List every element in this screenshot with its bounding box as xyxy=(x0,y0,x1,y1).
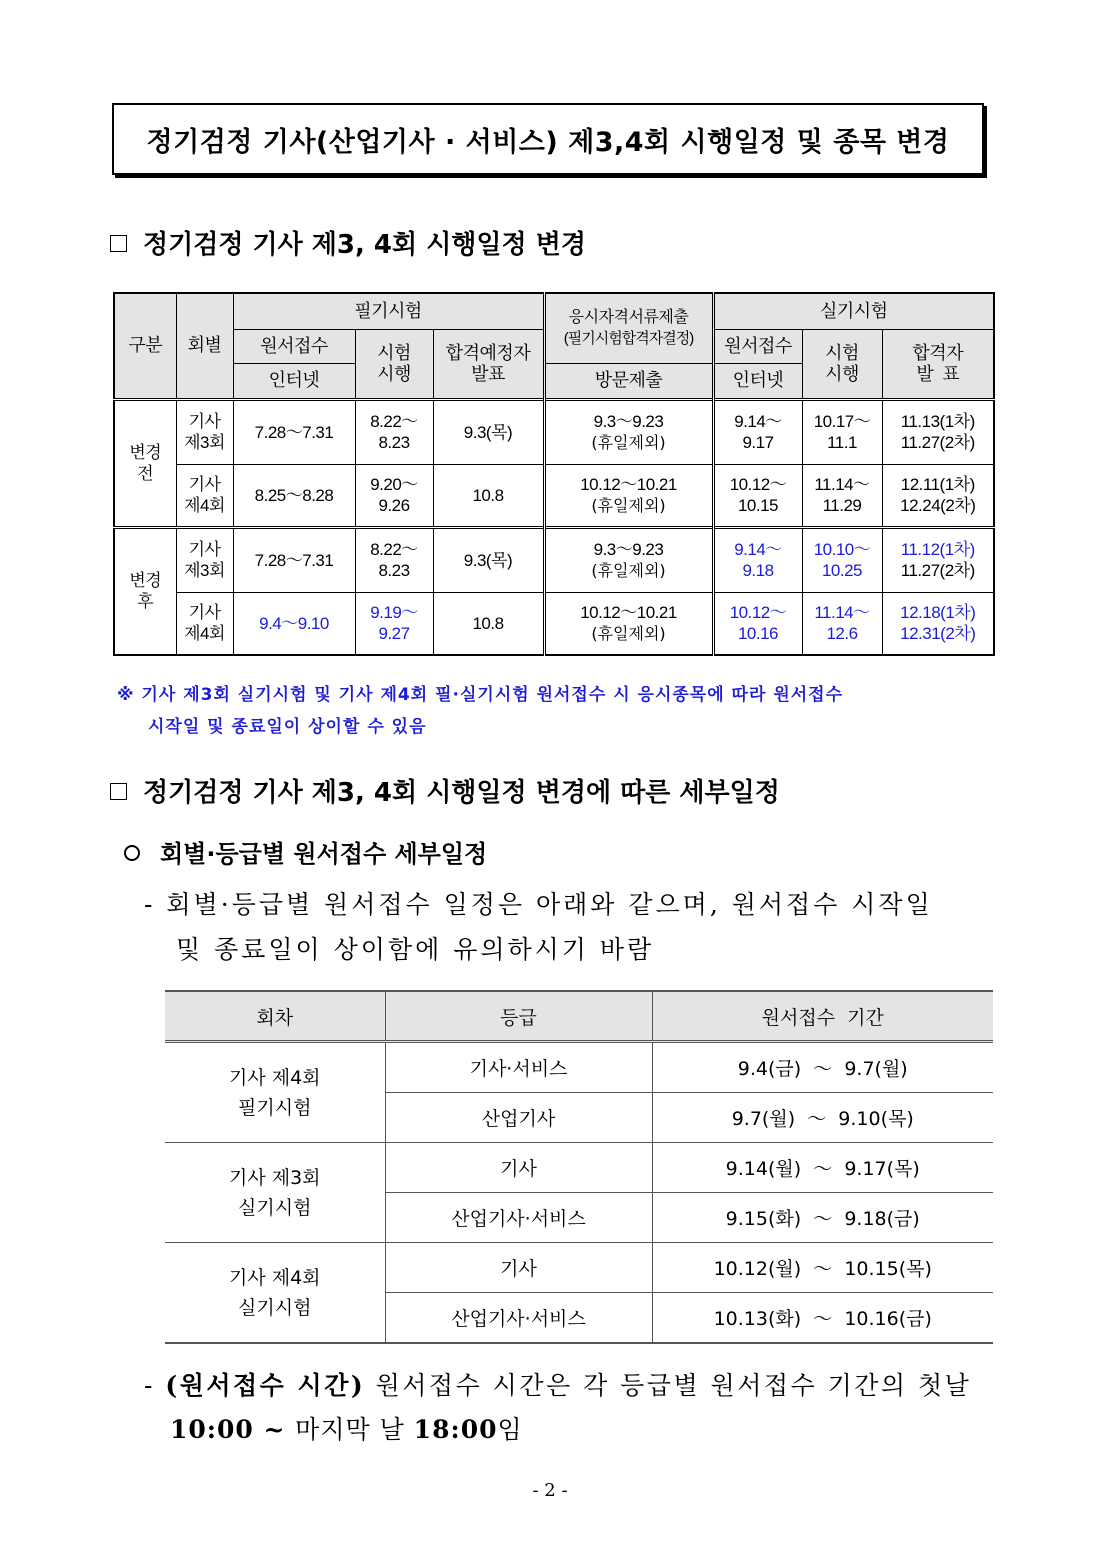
round-line2: 제4회 xyxy=(184,624,225,644)
prac-pass-line2: 12.24(2차) xyxy=(900,496,976,515)
detail-period-cell: 9.7(월) ～ 9.10(목) xyxy=(652,1093,993,1143)
detail-header-row xyxy=(165,991,993,1042)
detail-header-period: 원서접수 기간 xyxy=(652,991,993,1042)
round-line2: 제3회 xyxy=(184,433,225,452)
header-expected-pass-line1: 합격예정자 xyxy=(445,342,531,363)
schedule-table xyxy=(113,292,995,656)
prac-pass-cell xyxy=(882,399,994,464)
docs-line1: 10.12～10.21 xyxy=(580,603,677,623)
prac-exam-line2: 12.6 xyxy=(826,624,858,644)
written-pass-cell: 9.3(목) xyxy=(433,527,544,592)
header-docs-line1: 응시자격서류제출 xyxy=(568,309,689,327)
title-box xyxy=(112,103,984,175)
prac-pass-line2: 11.27(2차) xyxy=(900,561,975,580)
prac-exam-cell xyxy=(802,399,882,464)
written-exam-cell xyxy=(355,399,433,464)
detail-grade-cell: 산업기사 xyxy=(385,1093,652,1143)
para2-rest: 원서접수 시간은 각 등급별 원서접수 기간의 첫날 xyxy=(365,1371,972,1400)
prac-app-cell xyxy=(713,592,802,655)
para1-line2: 및 종료일이 상이함에 유의하시기 바람 xyxy=(176,935,655,964)
docs-line2: (휴일제외) xyxy=(591,624,666,644)
header-internet2: 인터넷 xyxy=(713,363,802,399)
docs-line2: (휴일제외) xyxy=(591,561,666,580)
written-exam-cell xyxy=(355,592,433,655)
prac-exam-cell xyxy=(802,527,882,592)
detail-header-round: 회차 xyxy=(165,991,385,1042)
written-exam-cell xyxy=(355,527,433,592)
written-exam-line2: 9.27 xyxy=(378,624,410,644)
prac-pass-cell xyxy=(882,464,994,527)
para2-dash: - xyxy=(144,1371,166,1400)
detail-round-line1: 기사 제3회 xyxy=(228,1166,321,1189)
para2-line2 xyxy=(170,1410,523,1446)
written-exam-line1: 8.22～ xyxy=(370,540,418,559)
header-expected-pass xyxy=(433,329,544,399)
round-line2: 제4회 xyxy=(184,496,225,515)
detail-round-line1: 기사 제4회 xyxy=(228,1266,321,1289)
group-label-before xyxy=(114,399,176,527)
header-round: 회별 xyxy=(176,293,233,399)
prac-pass-line1: 12.18(1차) xyxy=(900,603,976,623)
round-line1: 기사 xyxy=(188,540,221,559)
page-title: 정기검정 기사(산업기사 · 서비스) 제3,4회 시행일정 및 종목 변경 xyxy=(146,126,950,158)
group-label-line2: 전 xyxy=(137,464,154,483)
detail-round-line2: 실기시험 xyxy=(238,1296,312,1319)
round-cell xyxy=(176,399,233,464)
detail-grade-cell: 산업기사·서비스 xyxy=(385,1293,652,1344)
header-visit: 방문제출 xyxy=(544,363,713,399)
written-app-cell: 8.25～8.28 xyxy=(233,464,355,527)
checkbox-icon xyxy=(110,235,127,252)
header-practical-exam-line2: 시행 xyxy=(825,363,859,384)
prac-app-line2: 10.15 xyxy=(737,496,779,515)
prac-exam-line1: 11.14～ xyxy=(814,603,870,623)
prac-app-cell xyxy=(713,464,802,527)
header-pass xyxy=(882,329,994,399)
written-exam-line2: 8.23 xyxy=(378,433,410,452)
table-row xyxy=(114,527,994,592)
written-exam-line1: 9.19～ xyxy=(370,603,418,623)
prac-exam-cell xyxy=(802,464,882,527)
written-app-cell: 9.4～9.10 xyxy=(233,592,355,655)
written-exam-line2: 9.26 xyxy=(378,496,410,515)
written-exam-line1: 9.20～ xyxy=(370,475,418,494)
detail-grade-cell: 산업기사·서비스 xyxy=(385,1193,652,1243)
round-cell xyxy=(176,527,233,592)
detail-round-cell xyxy=(165,1143,385,1243)
table-row xyxy=(165,1143,993,1193)
detail-grade-cell: 기사 xyxy=(385,1143,652,1193)
prac-exam-line2: 11.29 xyxy=(822,496,862,515)
prac-exam-line1: 11.14～ xyxy=(814,475,870,494)
prac-pass-line1: 11.12(1차) xyxy=(900,540,975,559)
para2-line1 xyxy=(144,1366,971,1402)
section2-heading-row xyxy=(110,772,780,809)
written-exam-line2: 8.23 xyxy=(378,561,410,580)
written-pass-cell: 10.8 xyxy=(433,464,544,527)
prac-exam-line1: 10.17～ xyxy=(813,412,871,431)
header-expected-pass-line2: 발표 xyxy=(471,363,505,384)
table-row xyxy=(165,1243,993,1293)
group-label-line2: 후 xyxy=(137,592,154,612)
prac-pass-line1: 12.11(1차) xyxy=(900,475,975,494)
prac-app-line2: 9.17 xyxy=(742,433,774,452)
subheading-row xyxy=(124,834,487,869)
header-docs xyxy=(544,293,713,363)
header-pass-line1: 합격자 xyxy=(912,342,964,363)
written-exam-line1: 8.22～ xyxy=(370,412,418,431)
detail-period-cell: 10.13(화) ～ 10.16(금) xyxy=(652,1293,993,1344)
prac-app-line1: 10.12～ xyxy=(729,603,787,623)
header-practical-exam-line1: 시험 xyxy=(825,342,859,363)
page-number: - 2 - xyxy=(532,1480,568,1501)
group-label-line1: 변경 xyxy=(129,571,162,591)
detail-period-cell: 9.14(월) ～ 9.17(목) xyxy=(652,1143,993,1193)
table-row xyxy=(114,399,994,464)
prac-app-line1: 9.14～ xyxy=(734,540,782,559)
detail-round-line2: 필기시험 xyxy=(238,1096,312,1119)
table-row xyxy=(114,592,994,655)
detail-round-cell xyxy=(165,1243,385,1344)
group-label-line1: 변경 xyxy=(129,443,162,462)
prac-app-line2: 9.18 xyxy=(742,561,774,580)
prac-exam-line2: 11.1 xyxy=(827,433,857,452)
header-docs-line2: (필기시험합격자결정) xyxy=(563,330,694,348)
table-row xyxy=(165,1042,993,1093)
detail-period-cell: 9.4(금) ～ 9.7(월) xyxy=(652,1042,993,1093)
para1-line1: - 회별·등급별 원서접수 일정은 아래와 같으며, 원서접수 시작일 xyxy=(144,890,933,919)
detail-table xyxy=(165,990,993,1344)
written-app-cell: 7.28～7.31 xyxy=(233,399,355,464)
round-line1: 기사 xyxy=(188,603,221,623)
docs-line1: 10.12～10.21 xyxy=(580,475,677,494)
checkbox-icon xyxy=(110,783,127,800)
round-cell xyxy=(176,592,233,655)
round-line1: 기사 xyxy=(188,412,221,431)
prac-pass-line2: 12.31(2차) xyxy=(900,624,976,644)
header-practical: 실기시험 xyxy=(713,293,994,329)
round-line1: 기사 xyxy=(188,475,221,494)
docs-line1: 9.3～9.23 xyxy=(593,412,664,431)
section1-heading: 정기검정 기사 제3, 4회 시행일정 변경 xyxy=(143,230,586,260)
section2-heading: 정기검정 기사 제3, 4회 시행일정 변경에 따른 세부일정 xyxy=(143,778,780,808)
detail-round-cell xyxy=(165,1042,385,1143)
subheading: 회별·등급별 원서접수 세부일정 xyxy=(160,840,488,868)
prac-app-line1: 9.14～ xyxy=(734,412,782,431)
docs-cell xyxy=(544,527,713,592)
round-line2: 제3회 xyxy=(184,561,225,580)
round-cell xyxy=(176,464,233,527)
detail-period-cell: 9.15(화) ～ 9.18(금) xyxy=(652,1193,993,1243)
group-label-after xyxy=(114,527,176,655)
docs-cell xyxy=(544,592,713,655)
written-pass-cell: 10.8 xyxy=(433,592,544,655)
circle-bullet-icon xyxy=(124,845,140,861)
para2-time-end: 18:00 xyxy=(413,1415,498,1444)
header-practical-application: 원서접수 xyxy=(713,329,802,363)
detail-grade-cell: 기사 xyxy=(385,1243,652,1293)
header-exam-line1: 시험 xyxy=(377,342,411,363)
prac-app-cell xyxy=(713,527,802,592)
table-row xyxy=(114,464,994,527)
written-pass-cell: 9.3(목) xyxy=(433,399,544,464)
para2-bold: (원서접수 시간) xyxy=(165,1371,366,1400)
written-app-cell: 7.28～7.31 xyxy=(233,527,355,592)
docs-line2: (휴일제외) xyxy=(591,496,666,515)
header-pass-line2: 발 표 xyxy=(916,363,960,384)
header-written-application: 원서접수 xyxy=(233,329,355,363)
docs-line2: (휴일제외) xyxy=(591,433,666,452)
header-category: 구분 xyxy=(114,293,176,399)
section1-heading-row xyxy=(110,224,586,261)
prac-pass-line1: 11.13(1차) xyxy=(900,412,975,431)
docs-cell xyxy=(544,399,713,464)
prac-exam-line1: 10.10～ xyxy=(813,540,871,559)
detail-round-line2: 실기시험 xyxy=(238,1196,312,1219)
para2-suffix: 임 xyxy=(497,1415,523,1444)
header-exam-line2: 시행 xyxy=(377,363,411,384)
header-practical-exam xyxy=(802,329,882,399)
prac-exam-cell xyxy=(802,592,882,655)
prac-pass-cell xyxy=(882,527,994,592)
detail-grade-cell: 기사·서비스 xyxy=(385,1042,652,1093)
prac-exam-line2: 10.25 xyxy=(821,561,863,580)
note-line2: 시작일 및 종료일이 상이할 수 있음 xyxy=(148,717,427,737)
prac-app-cell xyxy=(713,399,802,464)
note-line1: ※ 기사 제3회 실기시험 및 기사 제4회 필·실기시험 원서접수 시 응시종목에 따라 원서접수 xyxy=(117,685,844,705)
header-written-exam xyxy=(355,329,433,399)
prac-pass-cell xyxy=(882,592,994,655)
prac-app-line1: 10.12～ xyxy=(729,475,787,494)
header-written: 필기시험 xyxy=(233,293,544,329)
prac-app-line2: 10.16 xyxy=(737,624,779,644)
header-internet: 인터넷 xyxy=(233,363,355,399)
detail-round-line1: 기사 제4회 xyxy=(228,1066,321,1089)
docs-cell xyxy=(544,464,713,527)
prac-pass-line2: 11.27(2차) xyxy=(900,433,975,452)
para2-last-day: 마지막 날 xyxy=(295,1415,414,1444)
detail-period-cell: 10.12(월) ～ 10.15(목) xyxy=(652,1243,993,1293)
detail-header-grade: 등급 xyxy=(385,991,652,1042)
docs-line1: 9.3～9.23 xyxy=(593,540,664,559)
written-exam-cell xyxy=(355,464,433,527)
para2-time-start: 10:00 ~ xyxy=(170,1415,296,1444)
